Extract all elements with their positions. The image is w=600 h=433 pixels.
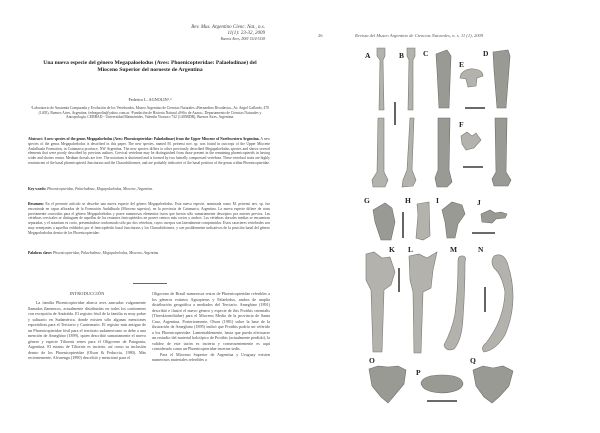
keywords-text: Phoenicopteridae, Palaelodinae, Megapaloelodus, Miocene, Argentina.: [47, 187, 154, 191]
figure-label-h: H: [405, 196, 411, 205]
bone-g: [373, 203, 395, 240]
keywords-label: Key words:: [28, 187, 47, 191]
journal-issn: Buenos Aires, ISSN 1514-5158: [220, 37, 265, 41]
bone-b-proximal: [407, 48, 415, 110]
running-header: Revista del Museo Argentino de Ciencias Naturales, n. s. 11 (1), 2009: [355, 33, 484, 38]
figure-label-i: I: [436, 196, 439, 205]
figure-label-n: N: [478, 245, 484, 254]
bone-m: [444, 256, 466, 350]
resumen-text: En el presente artículo se describe una nueva especie del género Megapaloelodus. Esta nueva especie, nominada como M. peirensi nov. sp. fue encontrada en capas afloradas de la Formación Andalhuala (Mioceno superior), en la provincia de Catamarca, Argentina. La nueva especie difiere de otras previamente conocidas para el género Megapaloelodus y posee numerosos elementos óseos que fueron sólo sumariamente descriptos por autores previos. Las vértebras cervicales se distinguen de aquellas de los restantes fenicoptéridos en poseer centros más cortos y anchos. Las vértebras dorsales medias se encuentran separadas, y el notarium es corto, presentándose conformado sólo por dos vértebras, cuyos cuerpos son lateralmente comprimidos. Estos caracteres vertebrales son muy semejantes a aquellos exhibidos por el fenicoptérido basal Juncitarsus y los Charadriiformes, y son posiblemente indicativos de la posición basal del género Megapaloelodus dentro de los Phoenicopteridae.: [28, 202, 271, 235]
figure-label-a: A: [365, 51, 371, 60]
figure-label-q: Q: [470, 356, 476, 365]
intro-paragraph: La familia Phoenicopteridae abarca aves zancudas vulgarmente llamadas flamencos, actualmente distribuidas en todos los continentes con excepción de Antártida. El registro fósil de la familia es muy pobre y saltuario en Sudamérica, donde existen sólo algunas menciones esporádicas para el Terciario y Cuaternario. El registro más antiguo de un Phoenicopteridae fósil para el territorio sudamericano se debe a una mención de Ameghino (1899), quien describió sumariamente el nuevo género y especie Tiliornis senex para el Oligoceno de Patagonia, Argentina. El estatus de Tiliornis es incierto, así como su inclusión dentro de los Phoenicopteridae (Olson & Feduccia, 1980). Más recientemente, Alvarenga (1990) describió y mencionó para el: [28, 300, 146, 360]
affiliation: ¹Laboratorio de Anatomía Comparada y Evolución de los Vertebrados, Museo Argentino de Ciencias Naturales «Bernardino Rivadavia», Av. Angel Gallardo, 470 (1405), Buenos Aires, Argentina. fedeagnolin@yahoo.com.ar. ²Fundación de Historia Natural «Félix de Azara», Departamento de Ciencias Naturales y Antropología, CEBBAD - Universidad Maimónides, Valentín Virasoro 732 (1405BDB), Buenos Aires, Argentina.: [30, 106, 270, 120]
bone-k: [366, 252, 395, 352]
bone-d-proximal: [493, 50, 510, 108]
journal-volume: 11(1): 23-32, 2009: [227, 31, 265, 36]
bone-a-proximal: [377, 48, 385, 110]
bone-f: [461, 132, 481, 150]
bone-b-distal: [402, 118, 416, 187]
figure-label-d: D: [483, 49, 489, 58]
author: Federico L. AGNOLIN¹˒²: [128, 97, 172, 102]
figure-label-g: G: [364, 196, 370, 205]
figure-label-o: O: [369, 356, 375, 365]
bone-o: [369, 366, 406, 403]
palabras-label: Palabras clave:: [28, 251, 53, 255]
bone-h: [416, 202, 430, 240]
bone-d-distal: [492, 118, 511, 186]
figure-label-p: P: [416, 368, 421, 377]
abstract-label: Abstract: A new species of the genus Megapaloelodus (Aves: Phoenicopteridae: Palaelodinae) from the Upper Miocene of Northwestern Argentina.: [28, 137, 260, 141]
bone-l: [409, 252, 437, 353]
bone-n: [482, 255, 513, 352]
bone-e: [460, 69, 483, 87]
figure-label-e: E: [459, 60, 465, 69]
figure-label-c: C: [423, 49, 429, 58]
paper-title: Una nueva especie del género Megapaloelodus (Aves: Phoenicopteridae: Palaelodinae) del Mioceno Superior del noroeste de Argentina: [43, 60, 257, 74]
bone-p: [421, 375, 463, 393]
figure-label-b: B: [399, 51, 405, 60]
resumen-label: Resumen:: [28, 202, 44, 206]
abstract-text: A new species of the genus Megapaloelodus is described in this paper. The new species, named M. peirensi nov. sp. was found in outcrops of the Upper Miocene Andalhuala Formation, in Catamarca province, NW Argentina. The new species differs to other previously described Megapaloelodus species and shows several elements that were poorly described by previous authors. Cervical vertebrae may be distinguished from those present in the remaining phoenicopterids in having wider and shorter centra. Medium dorsals are free. The notarium is shortened and is formed by two laterally compressed vertebrae. These vertebral traits are highly reminiscent of the basal phoenicopterid Juncitarsus and the Charadriiformes, and are probably indicative of the basal position of the genus within Phoenicopteridae.: [28, 137, 271, 165]
bone-c-distal: [435, 118, 452, 187]
intro-paragraph: Para el Mioceno Superior de Argentina y Uruguay existen numerosos materiales referibles a: [152, 351, 270, 362]
figure-label-k: K: [389, 245, 395, 254]
palabras-text: Phoenicopteridae, Palaelodinae, Megapaloelodus, Mioceno, Argentina.: [53, 251, 160, 255]
figure-label-f: F: [459, 120, 464, 129]
figure-label-j: J: [477, 198, 481, 207]
figure-label-l: L: [408, 245, 414, 254]
figure-label-m: M: [450, 245, 458, 254]
bone-c-proximal: [436, 50, 451, 108]
bone-i: [442, 202, 465, 238]
journal-citation: Rev. Mus. Argentino Cienc. Nat., n.s.: [191, 25, 265, 30]
bone-j: [481, 210, 507, 223]
intro-heading: INTRODUCCIÓN: [69, 291, 105, 296]
intro-paragraph: Oligoceno de Brasil numerosos restos de Phoenicopteridae referibles a los géneros extintos Agnopterus y Palaelodus, ambos de amplia distribución geográfica a mediados del Terciario. Ameghino (1891) describió e ilustró el nuevo género y especie de ibis Protibis cnemialis (Threskiornithidae) para el Mioceno Medio de la provincia de Santa Cruz, Argentina. Posteriormente, Olson (1981) sobre la base de la ilustración de Ameghino (1895) indicó que Protibis podría ser referido a los Phoenicopteridae. Lamentablemente, hasta que pueda efectuarse un restudio del material holotípico de Protibis (actualmente perdido), la validez de este taxón es incierta y consecuentemente es aquí considerado como un Phoenicopteridae incertae sedis.: [152, 291, 270, 351]
bone-q: [473, 366, 513, 403]
bone-a-distal: [372, 118, 388, 187]
page-number: 26: [318, 33, 323, 38]
